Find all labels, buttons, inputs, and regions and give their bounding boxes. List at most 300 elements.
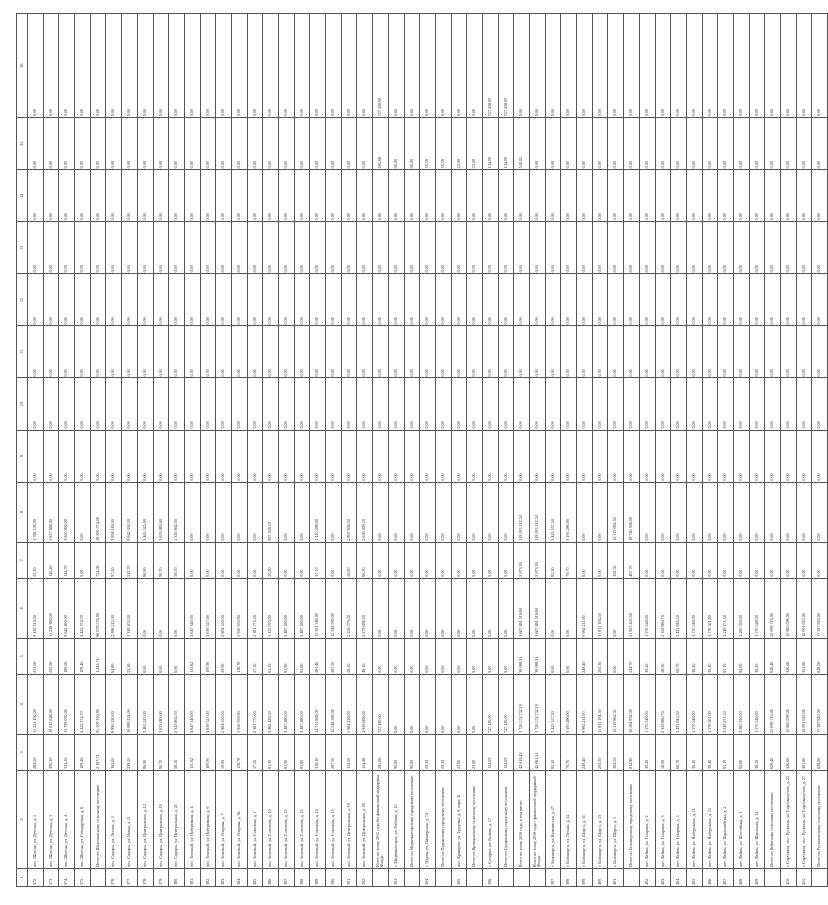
value-cell: 0,00 (702, 378, 718, 430)
value-cell: 1 726 574 732,10 (514, 674, 530, 734)
value-cell: 0,00 (530, 274, 546, 326)
value-cell: 0,00 (200, 430, 216, 482)
column-number: 14 (17, 170, 28, 222)
value-cell: 0,00 (420, 674, 436, 734)
value-cell: 13 085 098,00 (781, 578, 797, 638)
table-row (608, 14, 624, 887)
value-cell: 2 804 550,00 (216, 578, 232, 638)
value-cell: 0,00 (43, 430, 59, 482)
row-number-cell (514, 868, 530, 886)
value-cell: 0,00 (671, 482, 687, 542)
value-cell: 0,00 (498, 222, 514, 274)
column-number: 4 (17, 674, 28, 734)
value-cell: 0,00 (294, 378, 310, 430)
value-cell: 0,00 (43, 170, 59, 222)
value-cell: 0,00 (608, 378, 624, 430)
value-cell: 0,00 (122, 274, 138, 326)
value-cell: 0,00 (137, 118, 153, 170)
value-cell: 23,00 (467, 734, 483, 770)
value-cell: 0,00 (373, 482, 389, 542)
value-cell: 0,00 (592, 326, 608, 378)
table-body (28, 14, 828, 887)
address-cell: Итого по Медвежьегорскому городскому поселению (404, 770, 420, 868)
value-cell: 0,00 (169, 378, 185, 430)
value-cell: 239,20 (122, 734, 138, 770)
address-cell: Итого по Пудожскому городскому поселению (435, 770, 451, 868)
row-number-cell (765, 868, 781, 886)
value-cell: 0,00 (624, 170, 640, 222)
value-cell: 3 249 271,50 (718, 578, 734, 638)
value-cell: 0,00 (59, 170, 75, 222)
value-cell: 59,59 (435, 734, 451, 770)
value-cell: 0,00 (122, 118, 138, 170)
value-cell: 0,00 (75, 378, 91, 430)
row-number-cell: 372. (28, 868, 44, 886)
value-cell: 111,62 (184, 638, 200, 674)
value-cell: 0,00 (686, 326, 702, 378)
value-cell: 109,40 (75, 734, 91, 770)
value-cell: 134,09 (482, 118, 498, 170)
value-cell: 249,40 (577, 734, 593, 770)
value-cell: 13 301 580,00 (310, 578, 326, 638)
value-cell: 0,00 (733, 118, 749, 170)
value-cell: 0,00 (498, 430, 514, 482)
value-cell: 0,00 (671, 274, 687, 326)
address-cell: пос. Зеленый, ул. Соколова, д. 1 (247, 770, 263, 868)
value-cell: 0,00 (749, 118, 765, 170)
value-cell: 0,00 (451, 430, 467, 482)
row-number-cell: 382. (200, 868, 216, 886)
value-cell: 0,00 (28, 430, 44, 482)
address-cell: г. Беломорск, ул. Щорса, д. 5 (608, 770, 624, 868)
value-cell: 0,00 (43, 274, 59, 326)
value-cell: 0,00 (200, 14, 216, 118)
value-cell: 0,00 (514, 378, 530, 430)
value-cell: 626,40 (765, 638, 781, 674)
value-cell: 0,00 (43, 378, 59, 430)
subtotal-row (514, 14, 530, 887)
value-cell: 0,00 (28, 14, 44, 118)
value-cell: 0,00 (169, 638, 185, 674)
value-cell: 0,00 (435, 542, 451, 578)
value-cell: 0,00 (765, 482, 781, 542)
value-cell: 0,00 (655, 222, 671, 274)
value-cell: 3 285 330,00 (733, 578, 749, 638)
value-cell: 59,59 (420, 734, 436, 770)
value-cell: 0,00 (373, 430, 389, 482)
value-cell: 0,00 (624, 274, 640, 326)
value-cell: 0,00 (122, 222, 138, 274)
value-cell: 0,00 (373, 222, 389, 274)
value-cell: 724,00 (90, 542, 106, 578)
value-cell: 0,00 (137, 430, 153, 482)
value-cell: 0,00 (796, 378, 812, 430)
value-cell: 0,00 (624, 222, 640, 274)
value-cell: 0,00 (702, 274, 718, 326)
table-row (655, 14, 671, 887)
row-number-cell: 395. (451, 868, 467, 886)
value-cell: 0,00 (75, 430, 91, 482)
value-cell: 0,00 (59, 222, 75, 274)
value-cell: 0,00 (263, 170, 279, 222)
value-cell: 162,00 (106, 734, 122, 770)
value-cell: 57,50 (247, 734, 263, 770)
row-number-cell (530, 868, 546, 886)
value-cell: 0,00 (702, 542, 718, 578)
value-cell: 0,00 (498, 170, 514, 222)
address-cell: пос. Кейвы, ул. Гагарина, д. 2 (639, 770, 655, 868)
value-cell: 0,00 (310, 170, 326, 222)
value-cell: 0,00 (796, 542, 812, 578)
subtotal-row (498, 14, 514, 887)
value-cell: 4 647 340,00 (184, 674, 200, 734)
value-cell: 12 548 589,00 (326, 674, 342, 734)
address-cell: пос. Шексна, ул. Детская, д. 4 (59, 770, 75, 868)
value-cell: 4 487 280,00 (279, 674, 295, 734)
address-cell: пос. Зеленый, ул. Соколова, д. 12 (294, 770, 310, 868)
address-cell: пос. Зеленый, ул. Озерная, д. 9а (231, 770, 247, 868)
value-cell: 0,00 (467, 542, 483, 578)
table-row (796, 14, 812, 887)
table-row (28, 14, 44, 887)
value-cell: 0,00 (608, 274, 624, 326)
value-cell: 23,50 (122, 638, 138, 674)
value-cell: 0,00 (169, 222, 185, 274)
value-cell: 0,00 (184, 482, 200, 542)
value-cell: 0,00 (310, 222, 326, 274)
value-cell: 0,00 (482, 578, 498, 638)
value-cell: 0,00 (153, 14, 169, 118)
value-cell: 90,00 (404, 118, 420, 170)
value-cell: 0,00 (153, 578, 169, 638)
row-number-cell: 377. (122, 868, 138, 886)
value-cell: 0,00 (451, 274, 467, 326)
value-cell: 18 740 506,00 (624, 482, 640, 542)
table-row (781, 14, 797, 887)
value-cell: 0,00 (608, 14, 624, 118)
value-cell: 4 639 527,00 (200, 674, 216, 734)
value-cell: 0,00 (671, 430, 687, 482)
value-cell: 287,50 (326, 734, 342, 770)
table-row (122, 14, 138, 887)
table-row (671, 14, 687, 887)
value-cell: 0,00 (404, 222, 420, 274)
value-cell: 61,20 (263, 638, 279, 674)
value-cell: 727 430,00 (498, 674, 514, 734)
value-cell: 0,00 (341, 14, 357, 118)
value-cell: 14 711 868,00 (310, 674, 326, 734)
value-cell: 6 890 330,00 (106, 674, 122, 734)
value-cell: 0,00 (671, 542, 687, 578)
value-cell: 0,00 (388, 378, 404, 430)
value-cell: 0,00 (514, 14, 530, 118)
row-number-cell: 399. (577, 868, 593, 886)
value-cell: 0,00 (718, 222, 734, 274)
value-cell: 0,00 (467, 326, 483, 378)
column-number: 6 (17, 578, 28, 638)
value-cell: 0,00 (388, 222, 404, 274)
value-cell: 0,00 (451, 542, 467, 578)
value-cell: 66 678 576,90 (90, 578, 106, 638)
value-cell: 0,00 (435, 674, 451, 734)
value-cell: 0,00 (733, 14, 749, 118)
row-number-cell (812, 868, 828, 886)
value-cell: 0,00 (482, 542, 498, 578)
value-cell: 0,00 (530, 430, 546, 482)
value-cell: 0,00 (435, 274, 451, 326)
value-cell: 0,00 (530, 14, 546, 118)
address-cell: пос. Кейвы, ул. Школьная, д. 14 (749, 770, 765, 868)
value-cell: 0,00 (404, 430, 420, 482)
value-cell: 0,00 (702, 170, 718, 222)
value-cell: 0,00 (326, 118, 342, 170)
table-row (263, 14, 279, 887)
address-cell: пос. Сидоры, ул. Новая, д. 11 (122, 770, 138, 868)
value-cell: 0,00 (420, 378, 436, 430)
value-cell: 0,00 (796, 430, 812, 482)
value-cell: 0,00 (43, 118, 59, 170)
value-cell: 0,00 (608, 638, 624, 674)
value-cell: 0,00 (310, 118, 326, 170)
value-cell: 13 221 450,00 (28, 674, 44, 734)
value-cell: 4 422 374,70 (75, 578, 91, 638)
value-cell: 60,70 (671, 734, 687, 770)
value-cell: 0,00 (514, 430, 530, 482)
value-cell: 95 509 350,90 (90, 674, 106, 734)
value-cell: 0,00 (263, 378, 279, 430)
value-cell: 39,40 (702, 734, 718, 770)
value-cell: 0,00 (106, 430, 122, 482)
value-cell: 3 249 271,50 (718, 674, 734, 734)
value-cell: 118,76 (231, 734, 247, 770)
value-cell: 2 343 802,50 (169, 674, 185, 734)
value-cell: 39,20 (639, 734, 655, 770)
value-cell: 0,00 (75, 542, 91, 578)
value-cell: 134,09 (498, 734, 514, 770)
value-cell: 0,00 (467, 14, 483, 118)
value-cell: 2 804 550,00 (216, 674, 232, 734)
value-cell: 97,20 (106, 542, 122, 578)
value-cell: 0,00 (639, 542, 655, 578)
value-cell: 90,70 (153, 542, 169, 578)
value-cell: 3 894 118,00 (106, 482, 122, 542)
value-cell: 57,50 (247, 638, 263, 674)
value-cell: 0,00 (184, 378, 200, 430)
value-cell: 0,00 (75, 326, 91, 378)
address-cell: пос. Зеленый, ул. Соколова, д. 15 (326, 770, 342, 868)
value-cell: 0,00 (326, 170, 342, 222)
value-cell: 0,00 (373, 578, 389, 638)
value-cell: 59,59 (420, 118, 436, 170)
value-cell: 9 992 211,00 (577, 674, 593, 734)
value-cell: 0,00 (184, 14, 200, 118)
value-cell: 0,00 (279, 118, 295, 170)
value-cell: 86,90 (137, 734, 153, 770)
value-cell: 544,70 (624, 638, 640, 674)
column-number: 10 (17, 378, 28, 430)
table-row (733, 14, 749, 887)
value-cell: 302,50 (608, 542, 624, 578)
value-cell: 0,00 (59, 274, 75, 326)
value-cell: 0,00 (765, 274, 781, 326)
value-cell: 0,00 (216, 326, 232, 378)
value-cell: 85,50 (545, 734, 561, 770)
value-cell: 0,00 (122, 378, 138, 430)
value-cell: 118,76 (231, 638, 247, 674)
value-cell: 0,00 (247, 274, 263, 326)
value-cell: 12 119 662,50 (608, 482, 624, 542)
value-cell: 0,00 (310, 14, 326, 118)
value-cell: 0,00 (608, 326, 624, 378)
value-cell: 1 726 574 732,10 (530, 674, 546, 734)
value-cell: 0,00 (812, 274, 828, 326)
value-cell: 134,09 (482, 734, 498, 770)
value-cell: 0,00 (561, 638, 577, 674)
value-cell: 0,00 (169, 430, 185, 482)
value-cell: 0,00 (749, 274, 765, 326)
value-cell: 0,00 (592, 482, 608, 542)
value-cell: 83,60 (294, 638, 310, 674)
value-cell: 0,00 (655, 482, 671, 542)
value-cell: 0,00 (169, 274, 185, 326)
value-cell: 0,00 (90, 326, 106, 378)
value-cell: 0,00 (122, 170, 138, 222)
value-cell: 0,00 (153, 222, 169, 274)
value-cell: 114,46 (357, 734, 373, 770)
value-cell: 0,00 (200, 482, 216, 542)
value-cell: 19 012 648,00 (43, 674, 59, 734)
value-cell: 0,00 (184, 430, 200, 482)
subtotal-row (90, 14, 106, 887)
value-cell: 0,00 (420, 14, 436, 118)
value-cell: 0,00 (812, 14, 828, 118)
value-cell: 1 570 548,00 (749, 674, 765, 734)
value-cell: 0,00 (357, 378, 373, 430)
value-cell: 0,00 (75, 118, 91, 170)
value-cell: 0,00 (388, 430, 404, 482)
address-cell: г. Беломорск, ул. Щорса, д. 13 (592, 770, 608, 868)
value-cell: 0,00 (561, 118, 577, 170)
value-cell: 5 064 216,00 (341, 674, 357, 734)
value-cell: 0,00 (482, 638, 498, 674)
table-row (106, 14, 122, 887)
value-cell: 0,00 (404, 638, 420, 674)
value-cell: 0,00 (530, 118, 546, 170)
value-cell: 0,00 (545, 274, 561, 326)
address-cell: пос. Шексна, ул. Детская, д. 1 (28, 770, 44, 868)
value-cell: 0,00 (812, 542, 828, 578)
value-cell: 0,00 (216, 170, 232, 222)
value-cell: 0,00 (514, 326, 530, 378)
value-cell: 0,00 (655, 14, 671, 118)
value-cell: 0,00 (749, 430, 765, 482)
value-cell: 1 578 561,00 (702, 578, 718, 638)
value-cell: 12 091 623,00 (796, 674, 812, 734)
value-cell: 0,00 (420, 170, 436, 222)
value-cell: 0,00 (341, 118, 357, 170)
value-cell: 0,00 (671, 222, 687, 274)
value-cell: 231,00 (28, 638, 44, 674)
value-cell: 0,00 (373, 542, 389, 578)
row-number-cell: 407. (718, 868, 734, 886)
value-cell: 0,00 (639, 222, 655, 274)
value-cell: 81,90 (279, 638, 295, 674)
value-cell: 0,00 (498, 578, 514, 638)
value-cell: 1 607 481 519,60 (530, 578, 546, 638)
value-cell: 39,40 (702, 638, 718, 674)
value-cell: 0,00 (545, 14, 561, 118)
value-cell: 0,00 (639, 326, 655, 378)
value-cell: 0,00 (749, 542, 765, 578)
value-cell: 0,00 (279, 482, 295, 542)
value-cell: 0,00 (812, 118, 828, 170)
value-cell: 0,00 (592, 14, 608, 118)
value-cell: 39,20 (686, 638, 702, 674)
value-cell: 0,00 (608, 118, 624, 170)
value-cell: 302,50 (608, 734, 624, 770)
value-cell: 109,90 (200, 734, 216, 770)
value-cell: 58,50 (341, 638, 357, 674)
value-cell: 0,00 (59, 118, 75, 170)
row-number-cell: 405. (686, 868, 702, 886)
row-number-cell: 373. (43, 868, 59, 886)
value-cell: 5 817 468,00 (43, 482, 59, 542)
column-number: 16 (17, 14, 28, 118)
value-cell: 235,90 (43, 638, 59, 674)
value-cell: 0,00 (561, 170, 577, 222)
value-cell: 0,00 (326, 542, 342, 578)
row-number-cell: 411. (796, 868, 812, 886)
value-cell: 0,00 (686, 170, 702, 222)
value-cell: 3 465 525,00 (137, 482, 153, 542)
value-cell: 0,00 (639, 274, 655, 326)
value-cell: 4 487 280,00 (294, 578, 310, 638)
value-cell: 0,00 (781, 542, 797, 578)
column-number: 1 (17, 868, 28, 886)
value-cell: 0,00 (357, 326, 373, 378)
value-cell: 0,00 (263, 326, 279, 378)
value-cell: 0,00 (231, 14, 247, 118)
value-cell: 0,00 (341, 378, 357, 430)
value-cell: 0,00 (765, 430, 781, 482)
row-number-cell: 406. (702, 868, 718, 886)
address-cell: пос. Кейвы, ул. Первомайская, д. 2 (718, 770, 734, 868)
value-cell: 23,00 (467, 118, 483, 170)
value-cell: 1 570 548,00 (749, 578, 765, 638)
value-cell: 66,30 (357, 542, 373, 578)
value-cell: 0,00 (169, 14, 185, 118)
value-cell: 3 195 286,00 (561, 674, 577, 734)
value-cell: 0,00 (733, 222, 749, 274)
value-cell: 0,00 (153, 430, 169, 482)
row-number-cell: 380. (169, 868, 185, 886)
value-cell: 0,00 (294, 222, 310, 274)
row-number-cell: 385. (247, 868, 263, 886)
value-cell: 0,00 (655, 170, 671, 222)
value-cell: 0,00 (231, 170, 247, 222)
value-cell: 0,00 (231, 274, 247, 326)
value-cell: 11 831 194,50 (592, 674, 608, 734)
table-row (702, 14, 718, 887)
value-cell: 0,00 (655, 274, 671, 326)
value-cell: 295,30 (592, 638, 608, 674)
value-cell: 0,00 (106, 118, 122, 170)
value-cell: 0,00 (702, 222, 718, 274)
value-cell: 0,00 (247, 222, 263, 274)
address-cell: пос. Кейвы, ул. Шоссейная, д. 1 (733, 770, 749, 868)
value-cell: 0,00 (435, 14, 451, 118)
value-cell: 1 410 288,00 (310, 482, 326, 542)
